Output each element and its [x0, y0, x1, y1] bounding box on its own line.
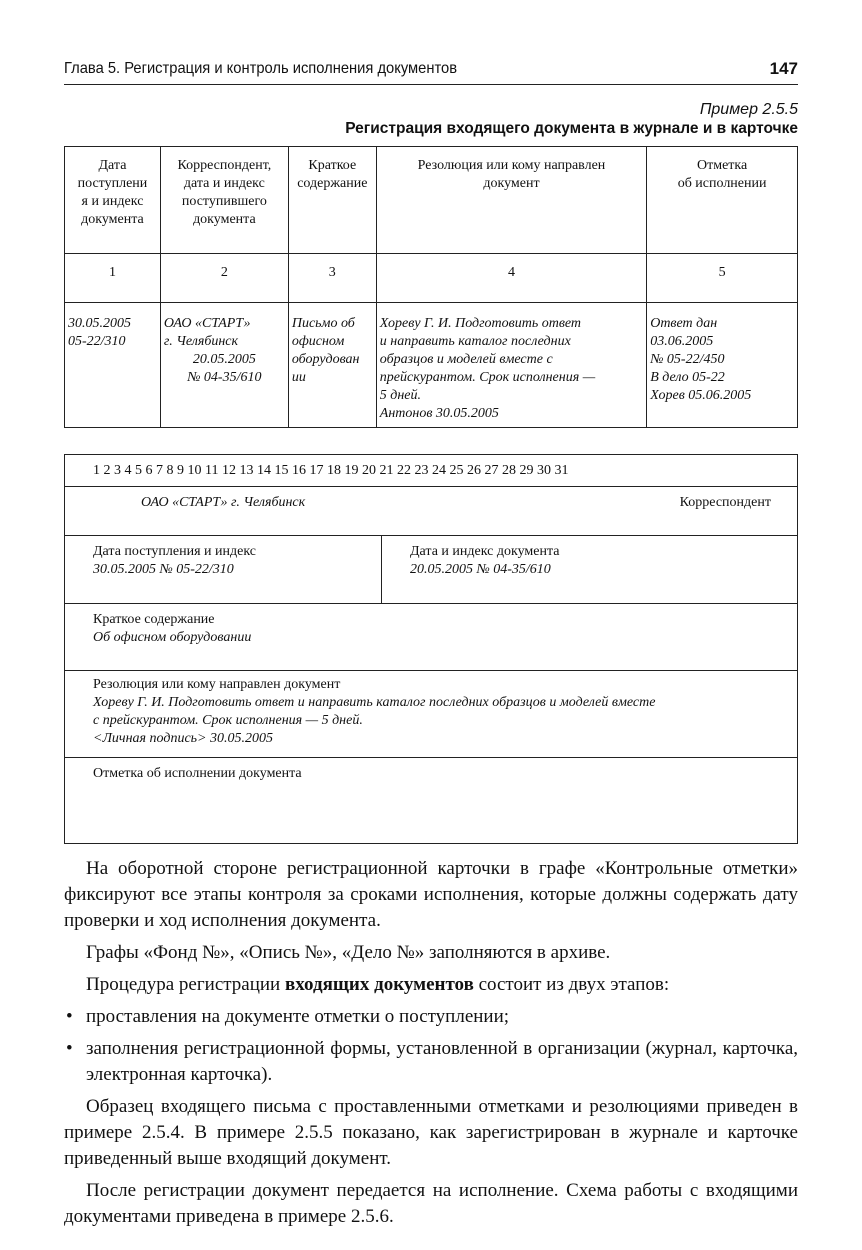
page-number: 147: [769, 59, 798, 78]
card-doc-date-cell: [382, 535, 797, 603]
card-days: 1 2 3 4 5 6 7 8 9 10 11 12 13 14 15 16 17 18 19 20 21 22 23 24 25 26 27 28 29 30 31: [93, 463, 569, 478]
journal-col-number: 2: [160, 254, 288, 303]
journal-col-number: 1: [65, 254, 161, 303]
journal-cell-summary: Письмо об офисном оборудован ии: [288, 303, 376, 428]
card-correspondent-label: Корреспондент: [679, 495, 771, 510]
paragraph: Процедура регистрации входящих документов состоит из двух этапов:: [86, 974, 670, 995]
chapter-title: Глава 5. Регистрация и контроль исполнения документов: [64, 60, 458, 77]
journal-col-number: 4: [376, 254, 646, 303]
running-header: [64, 58, 798, 85]
card-resolution-label: Резолюция или кому направлен документ: [93, 677, 341, 692]
paragraph: Образец входящего письма с проставленными отметками и резолюциями приведен в примере 2.5.4. В примере 2.5.5 показано, как зарегистрирован в журнале и карточке приведенный выше входящий документ.: [64, 1096, 798, 1169]
card-doc-date-label: Дата и индекс документа: [410, 544, 560, 559]
card-resolution-row: [65, 670, 797, 758]
card-correspondent-row: [65, 486, 797, 536]
journal-col-summary: Краткое содержание: [288, 147, 376, 254]
card-execution-label: Отметка об исполнении документа: [93, 766, 302, 781]
card-receipt-value: 30.05.2005 № 05-22/310: [93, 562, 234, 577]
card-dates-row: [65, 535, 797, 604]
journal-col-correspondent: Корреспондент, дата и индекс поступившего документа: [160, 147, 288, 254]
card-receipt-cell: [65, 535, 382, 603]
card-doc-date-value: 20.05.2005 № 04-35/610: [410, 562, 551, 577]
card-resolution-signature: <Личная подпись> 30.05.2005: [93, 731, 273, 746]
paragraph: После регистрации документ передается на исполнение. Схема работы с входящими документами приведена в примере 2.5.6.: [64, 1180, 798, 1227]
paragraph: На оборотной стороне регистрационной карточки в графе «Контрольные отметки» фиксируют все этапы контроля за сроками исполнения, которые должны содержать дату проверки и ход исполнения документа.: [64, 858, 798, 931]
card-summary-label: Краткое содержание: [93, 612, 215, 627]
journal-data-row: [65, 303, 798, 428]
card-receipt-label: Дата поступления и индекс: [93, 544, 256, 559]
card-execution-row: [65, 757, 797, 843]
journal-cell-correspondent: ОАО «СТАРТ» г. Челябинск 20.05.2005 № 04-35/610: [160, 303, 288, 428]
card-correspondent-value: ОАО «СТАРТ» г. Челябинск: [141, 495, 306, 510]
journal-col-date: Дата поступлени я и индекс документа: [65, 147, 161, 254]
paragraph: Графы «Фонд №», «Опись №», «Дело №» заполняются в архиве.: [86, 942, 611, 963]
journal-cell-resolution: Хореву Г. И. Подготовить ответ и направить каталог последних образцов и моделей вместе с прейскурантом. Срок исполнения — 5 дней. Антонов 30.05.2005: [376, 303, 646, 428]
example-title: Регистрация входящего документа в журнале и в карточке: [345, 120, 798, 137]
card-resolution-text: с прейскурантом. Срок исполнения — 5 дней.: [93, 713, 363, 728]
journal-cell-date: 30.05.2005 05-22/310: [65, 303, 161, 428]
journal-header-row: [65, 147, 798, 254]
registration-card: [64, 454, 798, 844]
card-resolution-text: Хореву Г. И. Подготовить ответ и направить каталог последних образцов и моделей вместе: [93, 695, 656, 710]
card-days-row: [65, 455, 797, 487]
list-item: • заполнения регистрационной формы, установленной в организации (журнал, карточка, электронная карточка).: [66, 1038, 798, 1085]
journal-number-row: [65, 254, 798, 303]
journal-col-resolution: Резолюция или кому направлен документ: [376, 147, 646, 254]
registration-journal-table: [64, 146, 798, 428]
journal-col-number: 3: [288, 254, 376, 303]
bullet-list: [64, 1004, 798, 1088]
card-summary-row: [65, 603, 797, 671]
example-number: Пример 2.5.5: [699, 101, 798, 118]
journal-col-number: 5: [647, 254, 798, 303]
card-summary-value: Об офисном оборудовании: [93, 630, 252, 645]
body-text: [64, 856, 798, 1230]
list-item: • проставления на документе отметки о поступлении;: [66, 1006, 510, 1027]
journal-col-execution: Отметка об исполнении: [647, 147, 798, 254]
journal-cell-execution: Ответ дан 03.06.2005 № 05-22/450 В дело 05-22 Хорев 05.06.2005: [647, 303, 798, 428]
